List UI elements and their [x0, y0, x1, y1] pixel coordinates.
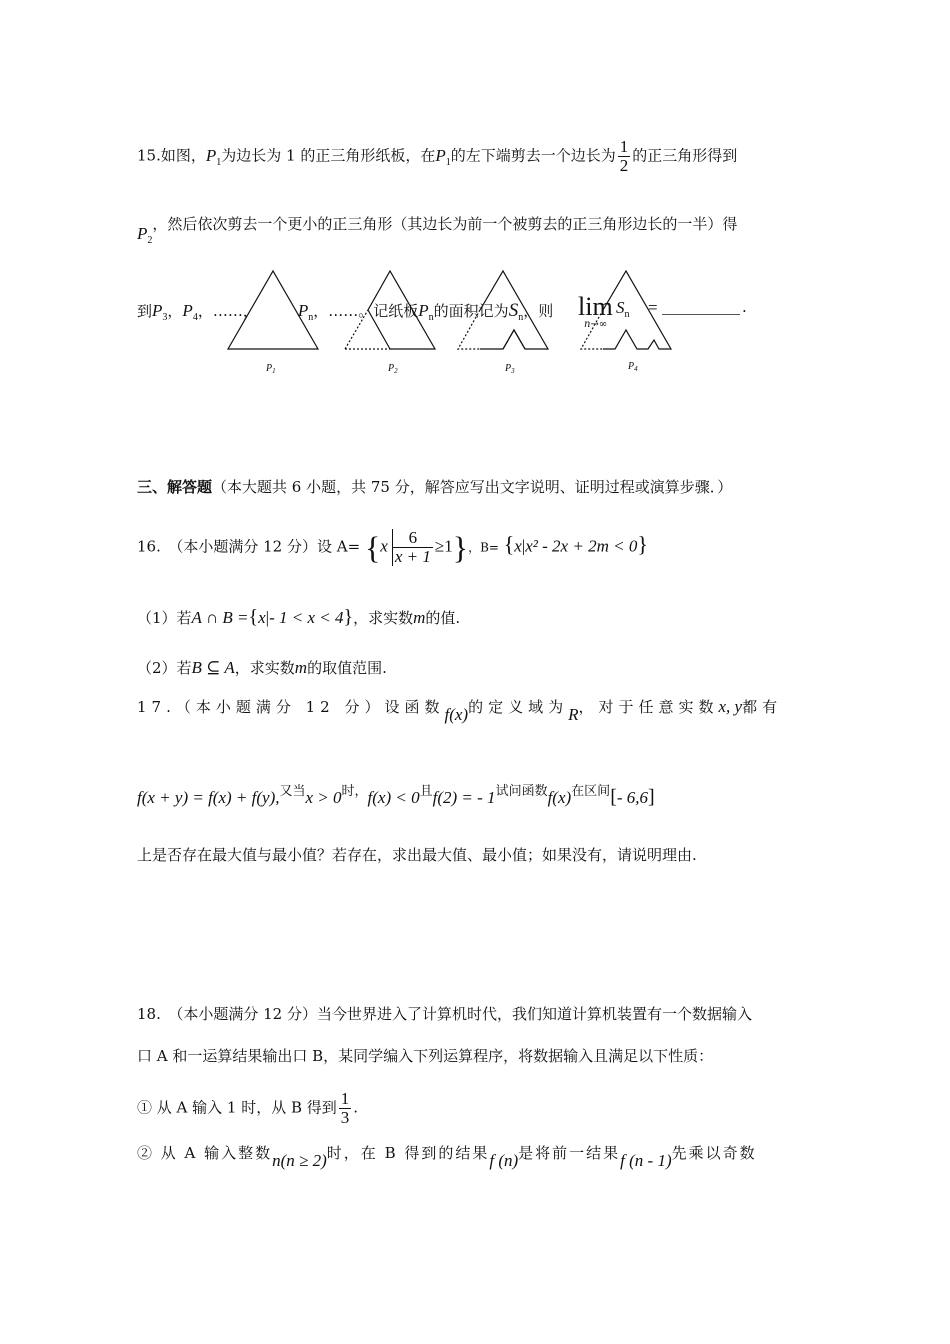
p1-symbol: $P_1$: [205, 145, 222, 168]
q18-line2: 口 A 和一运算结果输出口 B，某同学编入下列运算程序，将数据输入且满足以下性质：: [137, 1047, 714, 1065]
q16-part1: （1）若A ∩ B ={x|- 1 < x < 4}，求实数m的值.: [137, 606, 461, 628]
q18-item2: ② 从 A 输入整数n(n ≥ 2)时，在 B 得到的结果f (n)是将前一结果f (n - 1)先乘以奇数: [137, 1144, 757, 1170]
label-p1: $P_1$: [266, 363, 276, 375]
q15-line2: $P_2$，然后依次剪去一个更小的正三角形（其边长为前一个被剪去的正三角形边长的一半）得: [137, 215, 738, 246]
label-p2: $P_2$: [388, 363, 398, 375]
label-p3: $P_3$: [505, 363, 515, 375]
section-3-heading: 三、解答题（本大题共 6 小题，共 75 分，解答应写出文字说明、证明过程或演算步骤．）: [137, 478, 733, 496]
q18-line1: 18. （本小题满分 12 分）当今世界进入了计算机时代，我们知道计算机装置有一个数据输入: [137, 1005, 752, 1023]
q18-item1: ① 从 A 输入 1 时，从 B 得到 $\frac{1}{3}$ .: [137, 1089, 359, 1127]
label-p4: $P_4$: [628, 361, 638, 373]
p2-symbol: $P_2$: [137, 224, 153, 246]
half-fraction: $\frac{1}{2}$: [619, 137, 629, 175]
q15-line3: 到$P_3$，$P_4$，……， $P_n$，……。记纸板$P_n$的面积记为$S_n$，则: [137, 300, 554, 323]
q17-stem: 17.（本小题满分 12 分）设函数f(x)的定义域为R，对于任意实数x, y都有: [137, 697, 783, 724]
q17-question: 上是否存在最大值与最小值？若存在，求出最大值、最小值；如果没有，请说明理由.: [137, 846, 697, 864]
q15-line1: 15.如图，$P_1$为边长为 1 的正三角形纸板，在$P_1$的左下端剪去一个边长为 $\frac{1}{2}$ 的正三角形得到: [137, 137, 738, 175]
q17-conditions: f(x + y) = f(x) + f(y),又当x > 0时，f(x) < 0且f(2) = - 1试问函数f(x)在区间[- 6,6]: [137, 784, 655, 808]
q16-part2: （2）若B ⊆ A，求实数m的取值范围.: [137, 658, 387, 677]
triangle-p4: [603, 271, 671, 349]
limit-expression: lim $S_n$ = n→∞ .: [578, 292, 747, 330]
q16-stem: 16. （本小题满分 12 分）设 A= {x $\frac{6}{x + 1}$ ≥1}，B= {x|x² - 2x + 2m < 0}: [137, 528, 648, 566]
